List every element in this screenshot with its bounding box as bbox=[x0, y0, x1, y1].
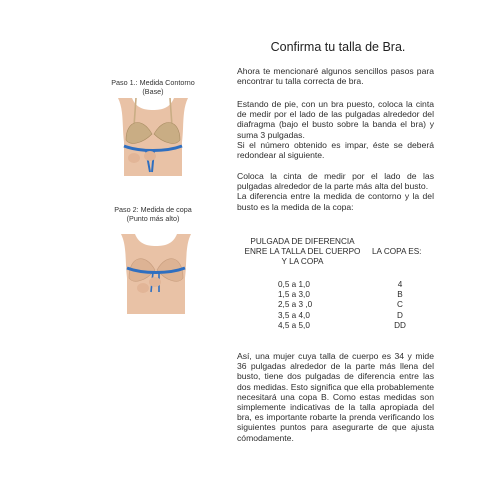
step1-paragraph bbox=[237, 99, 434, 160]
example-paragraph bbox=[237, 351, 434, 443]
step1-text: Estando de pie, con un bra puesto, coloca la cinta de medir por el lado de las pulgadas alrededor del diafragma (bajo el busto sobre la banda el bra) y suma 3 pulgadas. bbox=[237, 99, 434, 140]
table-cell-difference: 1,5 a 3,0 bbox=[278, 290, 310, 299]
table-header-difference bbox=[240, 237, 365, 266]
step2-difference-text: La diferencia entre la medida de contorno y la del busto es la medida de la copa: bbox=[237, 191, 434, 212]
table-cell-difference: 3,5 a 4,0 bbox=[278, 311, 310, 320]
cup-measure-figure bbox=[113, 232, 199, 316]
table-cell-difference: 2,5 a 3 ,0 bbox=[278, 300, 313, 309]
step2-caption-line1: Paso 2: Medida de copa bbox=[114, 205, 192, 214]
step2-caption-line2: (Punto más alto) bbox=[126, 214, 180, 223]
table-cell-cup: B bbox=[397, 290, 403, 299]
band-measure-figure bbox=[110, 96, 196, 178]
step1-odd-note: Si el número obtenido es impar, éste se deberá redondear al siguiente. bbox=[237, 139, 434, 161]
table-header-cup: LA COPA ES: bbox=[372, 247, 422, 256]
table-header-difference-line2: ENRE LA TALLA DEL CUERPO bbox=[244, 246, 361, 256]
example-text: Así, una mujer cuya talla de cuerpo es 34 y mide 36 pulgadas alrededor de la parte más llena del busto, tiene dos pulgadas de diferencia entre las dos medidas. Esto significa que ella probablemente necesitará una copa B. Como estas medidas son simplemente indicativas de la talla apropiada del bra, es importante robarte la prenda verificando los siguientes puntos para asegurarte de que ajusta cómodamente. bbox=[237, 351, 434, 443]
step2-paragraph bbox=[237, 171, 434, 212]
step2-caption bbox=[98, 205, 208, 223]
table-cell-cup: C bbox=[397, 300, 403, 309]
intro-paragraph bbox=[237, 66, 434, 86]
table-row bbox=[240, 321, 440, 333]
step1-caption bbox=[98, 78, 208, 96]
intro-text: Ahora te mencionaré algunos sencillos pasos para encontrar tu talla correcta de bra. bbox=[237, 66, 434, 87]
table-cell-cup: DD bbox=[394, 321, 406, 330]
table-header-difference-line3: Y LA COPA bbox=[281, 256, 324, 266]
step1-caption-line2: (Base) bbox=[142, 87, 164, 96]
table-cell-difference: 0,5 a 1,0 bbox=[278, 280, 310, 289]
table-cell-cup: 4 bbox=[397, 280, 403, 289]
table-cell-difference: 4,5 a 5,0 bbox=[278, 321, 310, 330]
table-header-difference-line1: PULGADA DE DIFERENCIA bbox=[250, 237, 355, 246]
step1-caption-line1: Paso 1.: Medida Contorno bbox=[111, 78, 195, 87]
table-cell-cup: D bbox=[397, 311, 403, 320]
page-title: Confirma tu talla de Bra. bbox=[270, 40, 406, 54]
step2-text: Coloca la cinta de medir por el lado de las pulgadas alrededor de la parte más alta del busto. bbox=[237, 171, 434, 192]
